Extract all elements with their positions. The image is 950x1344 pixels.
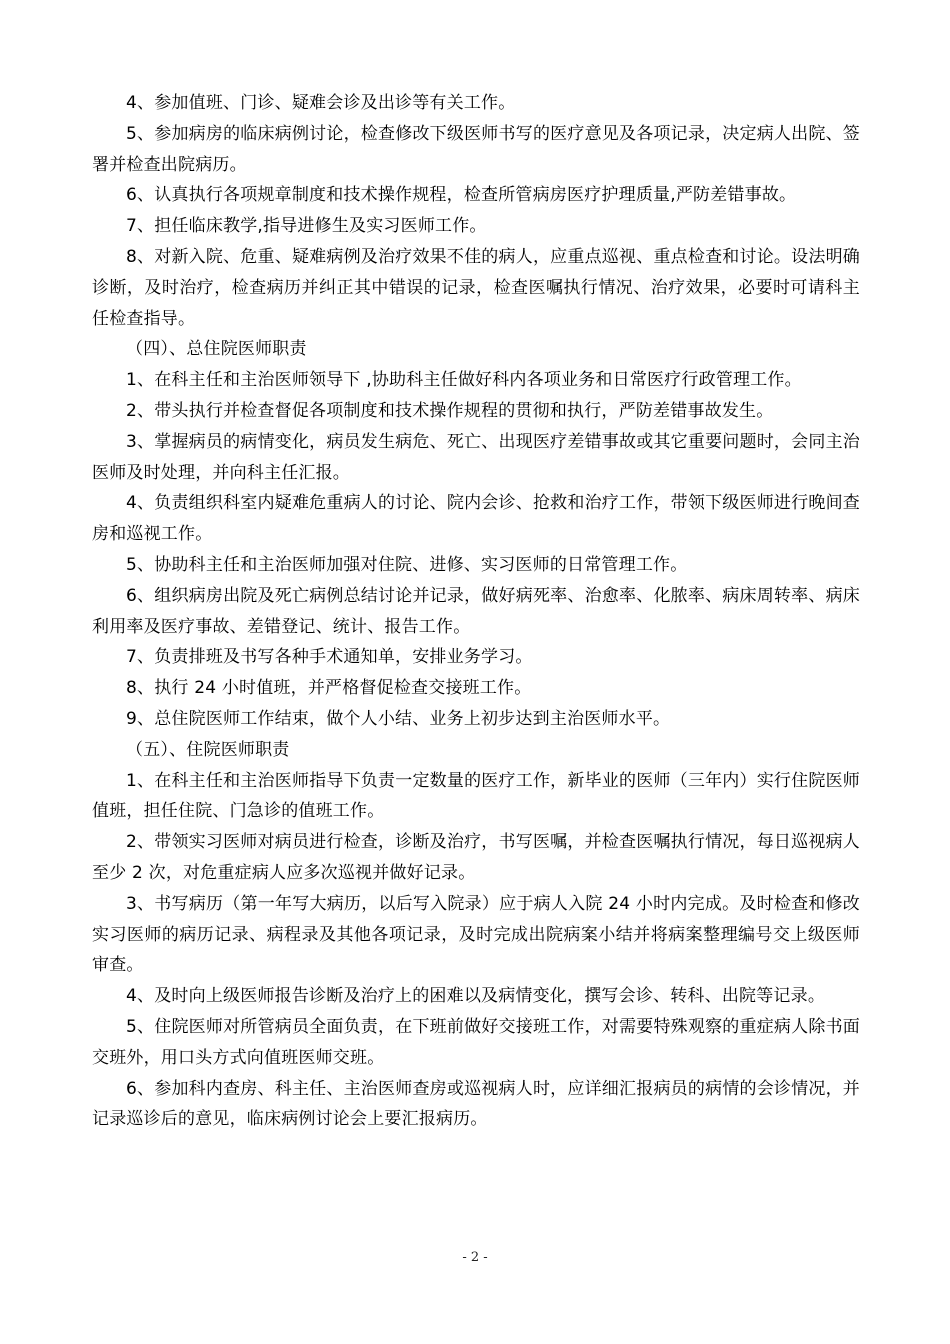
paragraph: 2、带领实习医师对病员进行检查，诊断及治疗，书写医嘱，并检查医嘱执行情况，每日巡视病人至少 2 次，对危重症病人应多次巡视并做好记录。 (92, 832, 860, 883)
paragraph: 8、对新入院、危重、疑难病例及治疗效果不佳的病人，应重点巡视、重点检查和讨论。设法明确诊断，及时治疗，检查病历并纠正其中错误的记录，检查医嘱执行情况、治疗效果，必要时可请科主任检查指导。 (92, 246, 860, 329)
paragraph: 6、认真执行各项规章制度和技术操作规程，检查所管病房医疗护理质量,严防差错事故。 (126, 185, 797, 206)
paragraph: 4、参加值班、门诊、疑难会诊及出诊等有关工作。 (126, 93, 516, 113)
paragraph: 1、在科主任和主治医师领导下 ,协助科主任做好科内各项业务和日常医疗行政管理工作。 (126, 370, 802, 391)
paragraph: 5、协助科主任和主治医师加强对住院、进修、实习医师的日常管理工作。 (126, 554, 688, 575)
paragraph: 6、组织病房出院及死亡病例总结讨论并记录，做好病死率、治愈率、化脓率、病床周转率、病床利用率及医疗事故、差错登记、统计、报告工作。 (92, 585, 860, 637)
paragraph: 1、在科主任和主治医师指导下负责一定数量的医疗工作，新毕业的医师（三年内）实行住院医师值班，担任住院、门急诊的值班工作。 (92, 770, 860, 822)
section-heading: （四）、总住院医师职责 (126, 339, 307, 360)
paragraph: 8、执行 24 小时值班，并严格督促检查交接班工作。 (126, 678, 532, 699)
paragraph: 3、掌握病员的病情变化，病员发生病危、死亡、出现医疗差错事故或其它重要问题时，会同主治医师及时处理，并向科主任汇报。 (92, 431, 860, 483)
paragraph: 7、负责排班及书写各种手术通知单，安排业务学习。 (126, 647, 533, 668)
paragraph: 5、参加病房的临床病例讨论，检查修改下级医师书写的医疗意见及各项记录，决定病人出院、签署并检查出院病历。 (92, 123, 860, 175)
paragraph: 2、带头执行并检查督促各项制度和技术操作规程的贯彻和执行，严防差错事故发生。 (126, 400, 774, 421)
section-heading: （五）、住院医师职责 (126, 739, 290, 760)
paragraph: 7、担任临床教学,指导进修生及实习医师工作。 (126, 216, 487, 237)
paragraph: 6、参加科内查房、科主任、主治医师查房或巡视病人时，应详细汇报病员的病情的会诊情况，并记录巡诊后的意见，临床病例讨论会上要汇报病历。 (92, 1078, 860, 1130)
paragraph: 5、住院医师对所管病员全面负责，在下班前做好交接班工作，对需要特殊观察的重症病人除书面交班外，用口头方式向值班医师交班。 (92, 1016, 860, 1068)
paragraph: 4、及时向上级医师报告诊断及治疗上的困难以及病情变化，撰写会诊、转科、出院等记录。 (126, 986, 826, 1007)
paragraph: 9、总住院医师工作结束，做个人小结、业务上初步达到主治医师水平。 (126, 708, 671, 729)
page-number: - 2 - (462, 1250, 488, 1265)
paragraph: 4、负责组织科室内疑难危重病人的讨论、院内会诊、抢救和治疗工作，带领下级医师进行晚间查房和巡视工作。 (92, 493, 860, 545)
document-body (92, 88, 860, 1135)
paragraph: 3、书写病历（第一年写大病历，以后写入院录）应于病人入院 24 小时内完成。及时检查和修改实习医师的病历记录、病程录及其他各项记录，及时完成出院病案小结并将病案整理编号交上级医师审查。 (92, 893, 860, 976)
